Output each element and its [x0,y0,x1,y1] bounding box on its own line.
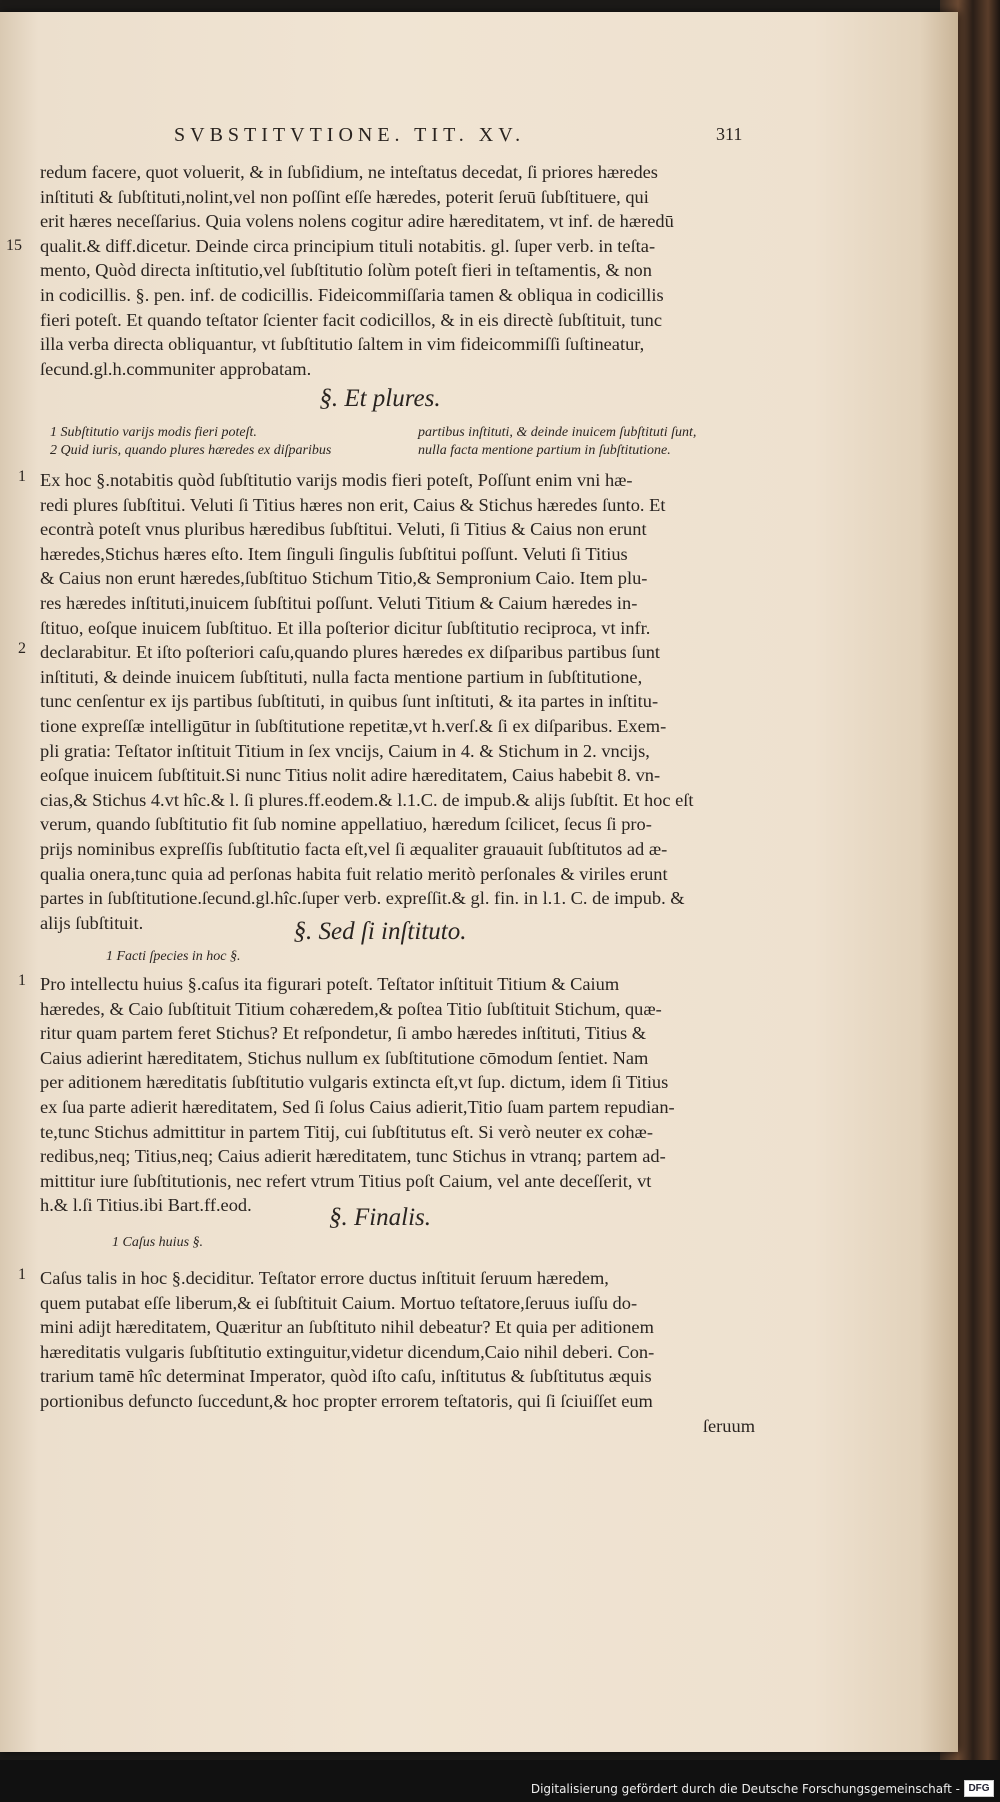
text-line: pli gratia: Teſtator inſtituit Titium in ſex vncijs, Caium in 4. & Stichum in 2. vncijs, [40,740,650,761]
text-line: res hæredes inſtituti,inuicem ſubſtitui poſſunt. Veluti Titium & Caium hæredes in- [40,592,638,613]
summary-item: partibus inſtituti, & deinde inuicem ſubſtituti ſunt, [418,425,697,440]
text-line: tione expreſſæ intelligūtur in ſubſtitutione repetitæ,vt h.verſ.& ſi ex diſparibus. Exem- [40,715,667,736]
text-line: eoſque inuicem ſubſtituit.Si nunc Titius nolit adire hæreditatem, Caius habebit 8. vn- [40,765,661,786]
text-line: te,tunc Stichus admittitur in partem Titij, cui ſubſtitutus eſt. Si verò neuter ex cohæ- [40,1121,653,1142]
margin-line-number: 15 [6,237,22,254]
text-line: fieri poteſt. Et quando teſtator ſcienter facit codicillos, & in eis directè ſubſtituit, tunc [40,309,663,330]
text-line: redibus,neq; Titius,neq; Caius adierit hæreditatem, tunc Stichus in vtranq; partem ad- [40,1146,666,1167]
text-line: inſtituti, & deinde inuicem ſubſtituti, nulla facta mentione partium in ſubſtitutione, [40,666,643,687]
text-line: quem putabat eſſe liberum,& ei ſubſtituit Caium. Mortuo teſtatore,ſeruus iuſſu do- [40,1292,638,1313]
catchword: ſeruum [702,1416,755,1436]
text-line: declarabitur. Et iſto poſteriori caſu,quando plures hæredes ex diſparibus partibus ſunt [40,642,661,663]
text-line: erit hæres neceſſarius. Quia volens nolens cogitur adire hæreditatem, vt inf. de hæredū [40,211,674,232]
text-line: inſtituti & ſubſtituti,nolint,vel non poſſint eſſe hæredes, poterit ſeruū ſubſtituere, qui [40,186,649,207]
text-line: in codicillis. §. pen. inf. de codicillis. Fideicommiſſaria tamen & obliqua in codicillis [40,284,664,305]
text-line: verum, quando ſubſtitutio fit ſub nomine appellatiuo, hæredum ſcilicet, ſecus ſi pro- [40,814,652,835]
text-line: redi plures ſubſtitui. Veluti ſi Titius hæres non erit, Caius & Stichus hæredes ſunto. Et [40,494,666,515]
text-line: h.& l.ſi Titius.ibi Bart.ff.eod. [40,1195,252,1216]
summary: 1 Facti ſpecies in hoc §. [106,949,241,964]
text-line: ritur quam partem feret Stichus? Et reſpondetur, ſi ambo hæredes inſtituti, Titius & [40,1023,647,1044]
text-line: mento, Quòd directa inſtitutio,vel ſubſtitutio ſolùm poteſt fieri in teſtamentis, & non [40,260,652,281]
text-line: alijs ſubſtituit. [40,912,144,933]
text-line: ſtituo, eoſque inuicem ſubſtituo. Et illa poſterior dicitur ſubſtitutio reciproca, vt infr. [40,617,651,638]
text-block-4 [40,1266,755,1414]
text-line: qualia onera,tunc quia ad perſonas habita fuit relatio meritò perſonales & viriles erunt [40,863,668,884]
footer-credit: Digitalisierung gefördert durch die Deutsche Forschungsgemeinschaft - [530,1782,960,1796]
text-line: ſecund.gl.h.communiter approbatam. [40,358,312,379]
section-heading: §. Finalis. [328,1204,432,1231]
text-line: hæredes,Stichus hæres eſto. Item ſinguli ſingulis ſubſtitui poſſunt. Veluti ſi Titius [40,543,628,564]
text-line: econtrà poteſt vnus pluribus hæredibus ſubſtitui. Veluti, ſi Titius & Caius non erunt [40,519,647,540]
running-head: SVBSTITVTIONE. TIT. XV. [174,124,526,146]
summary-right [418,424,696,460]
summary: 1 Caſus huius §. [112,1235,204,1250]
text-line: qualit.& diff.dicetur. Deinde circa principium tituli notabitis. gl. ſuper verb. in teſta- [40,235,656,256]
text-line: hæreditatis vulgaris ſubſtitutio extinguitur,videtur dicendum,Caio nihil deberi. Con- [40,1341,655,1362]
summary-item: 1 Subſtitutio varijs modis fieri poteſt. [50,425,257,440]
section-heading: §. Et plures. [319,385,441,412]
text-line: Caſus talis in hoc §.deciditur. Teſtator errore ductus inſtituit ſeruum hæredem, [40,1268,609,1288]
text-line: Pro intellectu huius §.caſus ita figurari poteſt. Teſtator inſtituit Titium & Caium [40,974,620,994]
text-line: portionibus defuncto ſuccedunt,& hoc propter errorem teſtatoris, qui ſi ſciuiſſet eum [40,1390,653,1411]
text-line: Caius adierint hæreditatem, Stichus nullum ex ſubſtitutione cōmodum ſentiet. Nam [40,1047,649,1068]
text-line: ex ſua parte adierit hæreditatem, Sed ſi ſolus Caius adierit,Titio ſuam partem repudian- [40,1096,675,1117]
summary-item: nulla facta mentione partium in ſubſtitutione. [418,443,671,458]
text-line: mini adijt hæreditatem, Quæritur an ſubſtituto nihil debeatur? Et quia per aditionem [40,1317,654,1338]
text-line: tunc cenſentur ex ijs partibus ſubſtituti, in quibus ſunt inſtituti, & ita partes in inſtitu- [40,691,659,712]
text-line: & Caius non erunt hæredes,ſubſtituo Stichum Titio,& Sempronium Caio. Item plu- [40,568,648,589]
margin-number: 1 [18,468,26,485]
margin-number: 1 [18,1266,26,1283]
text-line: partes in ſubſtitutione.ſecund.gl.hîc.ſuper verb. expreſſit.& gl. fin. in l.1. C. de impub. & [40,888,685,909]
text-line: cias,& Stichus 4.vt hîc.& l. ſi plures.ff.eodem.& l.1.C. de impub.& alijs ſubſtit. Et hoc eſt [40,789,694,810]
summary-left [50,424,331,460]
footer-strip [0,1760,1000,1802]
margin-number: 1 [18,972,26,989]
text-block-1 [40,160,755,381]
text-line: mittitur iure ſubſtitutionis, nec refert vtrum Titius poſt Caium, vel ante deceſſerit, vt [40,1170,652,1191]
summary-item: 2 Quid iuris, quando plures hæredes ex diſparibus [50,443,332,458]
text-line: redum facere, quot voluerit, & in ſubſidium, ne inteſtatus decedat, ſi priores hæredes [40,162,658,182]
text-line: Ex hoc §.notabitis quòd ſubſtitutio varijs modis fieri poteſt, Poſſunt enim vni hæ- [40,470,633,490]
text-block-3 [40,972,755,1218]
page-number: 311 [716,124,743,144]
text-line: per aditionem hæreditatis ſubſtitutio vulgaris extincta eſt,vt ſup. dictum, idem ſi Titius [40,1072,669,1093]
text-block-2 [40,468,755,935]
section-heading: §. Sed ſi inſtituto. [293,918,467,945]
text-line: trarium tamē hîc determinat Imperator, quòd iſto caſu, inſtitutus & ſubſtitutus æquis [40,1366,652,1387]
text-line: prijs nominibus expreſſis ſubſtitutio facta eſt,vel ſi æqualiter grauauit ſubſtitutos ad æ- [40,838,668,859]
dfg-logo: DFG [964,1780,994,1797]
margin-number: 2 [18,640,26,657]
text-line: hæredes, & Caio ſubſtituit Titium cohæredem,& poſtea Titio ſubſtituit Stichum, quæ- [40,998,662,1019]
text-line: illa verba directa obliquantur, vt ſubſtitutio ſaltem in vim fideicommiſſi ſuſtineatur, [40,334,645,355]
